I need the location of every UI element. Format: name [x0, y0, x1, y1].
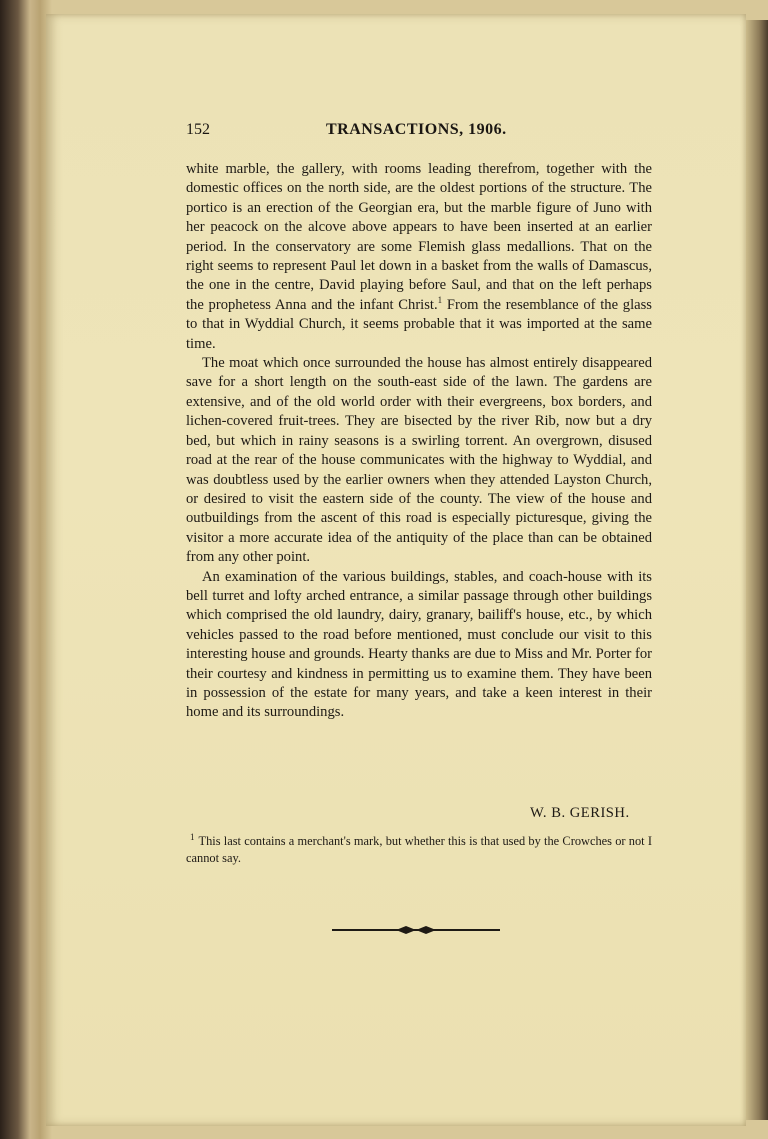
- page-number: 152: [186, 121, 210, 138]
- footnote: [186, 833, 652, 867]
- paragraph-1: [186, 160, 652, 354]
- paragraph-1-tail: From the resemblance of the glass to that in Wyddial Church, it seems probable that it was imported at the same time.: [186, 296, 652, 352]
- ornamental-rule-divider: [330, 922, 502, 938]
- paragraph-3: An examination of the various buildings, stables, and coach-house with its bell turret and lofty arched entrance, a similar passage through other buildings which comprised the old laundry, dairy, granary, bailiff's house, etc., by which vehicles passed to the road before mentioned, must conclude our visit to this interesting house and grounds. Hearty thanks are due to Miss and Mr. Porter for their courtesy and kindness in permitting us to examine them. They have been in possession of the estate for many years, and take a keen interest in their home and its surroundings.: [186, 568, 652, 721]
- book-right-edge: [746, 20, 768, 1120]
- paragraph-1-text: white marble, the gallery, with rooms leading therefrom, together with the domestic offices on the north side, are the oldest portions of the structure. The portico is an erection of the Georgian era, but the marble figure of Juno with her peacock on the alcove above appears to have been inserted at an earlier period. In the conservatory are some Flemish glass medallions. That on the right seems to represent Paul let down in a basket from the walls of Damascus, the one in the centre, David playing before Saul, and that on the left perhaps the prophetess Anna and the infant Christ.: [186, 161, 652, 313]
- page-header: [186, 121, 650, 143]
- paragraph-2: The moat which once surrounded the house has almost entirely disappeared save for a short length on the south-east side of the lawn. The gardens are extensive, and of the old world order with their evergreens, box borders, and lichen-covered fruit-trees. They are bisected by the river Rib, now but a dry bed, but which in rainy seasons is a swirling torrent. An overgrown, disused road at the rear of the house communicates with the highway to Wyddial, and was doubtless used by the earlier owners when they attended Layston Church, or desired to visit the eastern side of the county. The view of the house and outbuildings from the ascent of this road is especially picturesque, giving the visitor a more accurate idea of the antiquity of the place than can be obtained from any other point.: [186, 355, 652, 566]
- footnote-mark: 1: [190, 831, 195, 842]
- footnote-reference: 1: [437, 294, 443, 305]
- author-signature: W. B. GERISH.: [530, 805, 630, 821]
- running-title: TRANSACTIONS, 1906.: [326, 121, 507, 138]
- footnote-text: This last contains a merchant's mark, but whether this is that used by the Crowches or not I cannot say.: [186, 834, 652, 865]
- body-text: [186, 160, 652, 723]
